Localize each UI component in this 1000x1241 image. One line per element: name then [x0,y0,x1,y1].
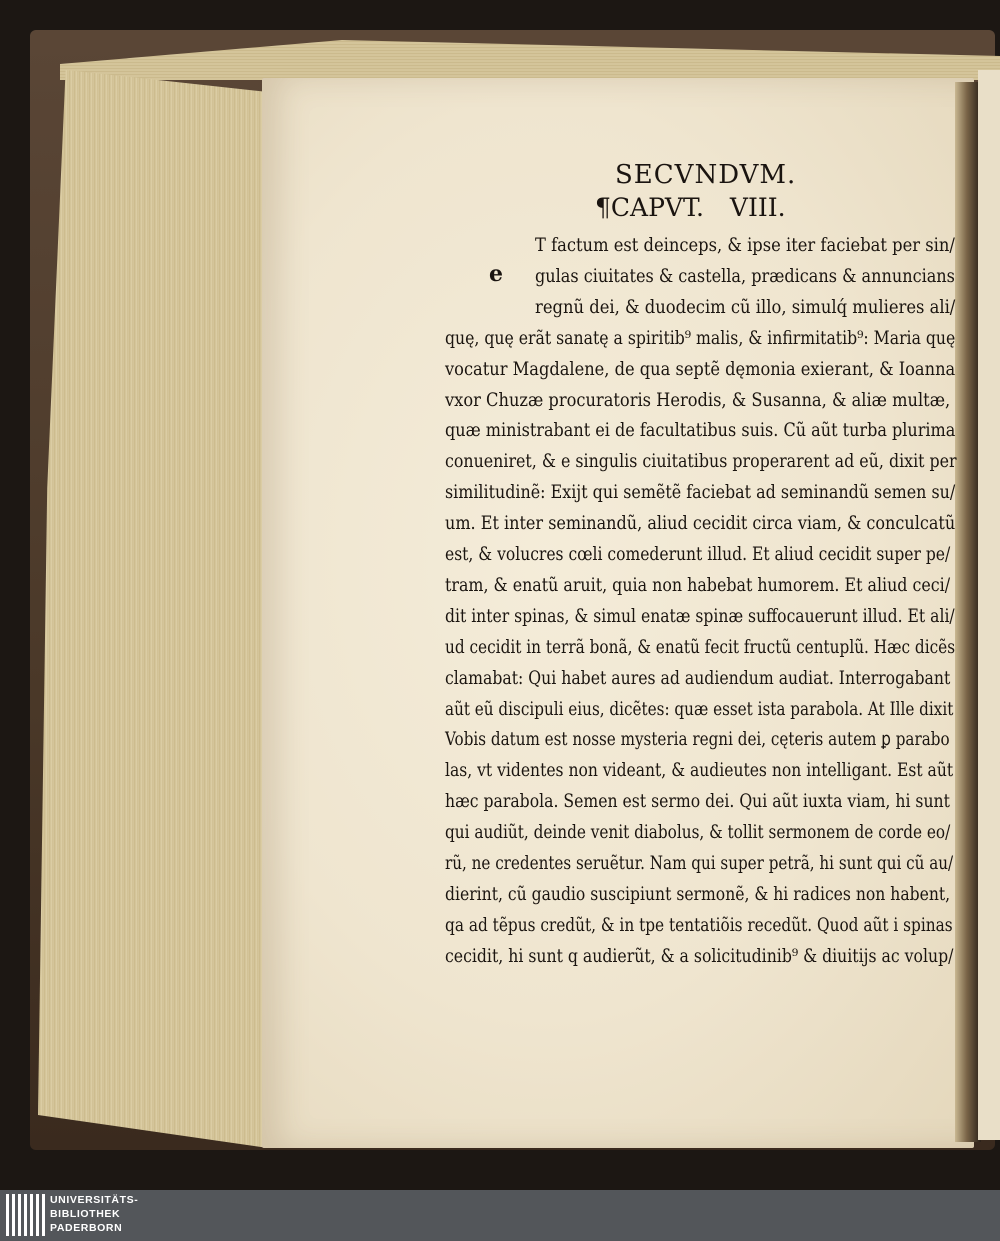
text-line: regnũ dei, & duodecim cũ illo, simulq́ mulieres ali/ [535,296,956,318]
text-line: cecidit, hi sunt q audierũt, & a solicitudinib⁹ & diuitijs ac volup/ [445,945,954,967]
text-line: ud cecidit in terrã bonã, & enatũ fecit fructũ centuplũ. Hæc dicẽs [445,636,956,658]
library-footer [0,1190,1000,1241]
text-line: conueniret, & e singulis ciuitatibus properarent ad eũ, dixit per [445,451,957,473]
text-line: vxor Chuzæ procuratoris Herodis, & Susanna, & aliæ multæ, [445,389,951,411]
text-line: qui audiũt, deinde venit diabolus, & tollit sermonem de corde eo/ [445,822,951,844]
text-line: T factum est deinceps, & ipse iter faciebat per sin/ [535,235,955,256]
recto-page-edge [978,70,1000,1140]
library-name-line3: PADERBORN [50,1222,123,1234]
text-line: dierint, cũ gaudio suscipiunt sermonẽ, & hi radices non habent, [445,883,951,905]
text-line: Vobis datum est nosse mysteria regni dei, cęteris autem ꝑ parabo [445,729,950,751]
text-line: dit inter spinas, & simul enatæ spinæ suffocauerunt illud. Et ali/ [445,605,955,627]
library-name [50,1193,138,1235]
text-line: clamabat: Qui habet aures ad audiendum audiat. Interrogabant [445,667,951,689]
text-line: qa ad tẽpus credũt, & in tpe tentatiõis recedũt. Quod aũt i spinas [445,914,953,936]
running-head: SECVNDVM. [615,160,797,190]
text-line: quę, quę erãt sanatę a spiritib⁹ malis, & infirmitatib⁹: Maria quę [445,327,956,349]
text-line: aũt eũ discipuli eius, dicẽtes: quæ esset ista parabola. At Ille dixit [445,698,954,720]
library-name-line1: UNIVERSITÄTS- [50,1194,139,1206]
margin-letter: e [489,261,503,287]
page-edges-stack [38,48,268,1148]
text-line: las, vt videntes non videant, & audieutes non intelligant. Est aũt [445,760,954,782]
text-line: vocatur Magdalene, de qua septẽ dęmonia exierant, & Ioanna [445,358,956,380]
text-line: tram, & enatũ aruit, quia non habebat humorem. Et aliud ceci/ [445,574,951,596]
library-name-line2: BIBLIOTHEK [50,1208,121,1220]
chapter-number: VIII. [729,193,786,222]
text-line: similitudinẽ: Exijt qui semẽtẽ faciebat ad seminandũ semen su/ [445,482,956,504]
chapter-heading [595,193,786,222]
text-line: est, & volucres cœli comederunt illud. Et aliud cecidit super pe/ [445,544,951,565]
text-line: rũ, ne credentes seruẽtur. Nam qui super petrã, hi sunt qui cũ au/ [445,853,954,874]
text-line: um. Et inter seminandũ, aliud cecidit circa viam, & conculcatũ [445,513,956,535]
text-line: gulas ciuitates & castella, prædicans & annuncians [535,265,955,287]
text-line: quæ ministrabant ei de facultatibus suis. Cũ aũt turba plurima [445,420,956,442]
chapter-label: ¶CAPVT. [595,193,704,222]
text-line: hæc parabola. Semen est sermo dei. Qui aũt iuxta viam, hi sunt [445,791,950,813]
